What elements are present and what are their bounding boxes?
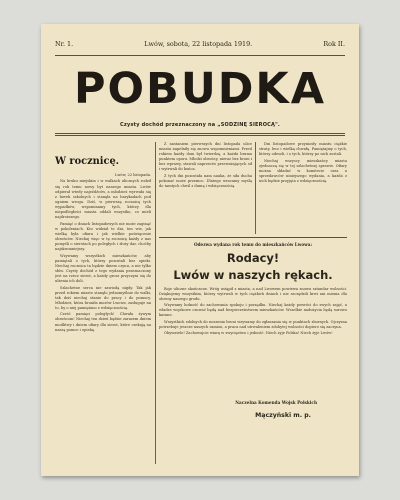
article-paragraph: Na bruku miejskim i w walkach ulicznych rodził się rok temu nowy byt naszego miasta. Lwów odpierał wtedy najeźdźców, a młodzież wyrwała się z ławek szkolnych i stanęła na barykadach pod ogniem wroga. Dziś, w pierwszą rocznicę tych wypadków, wspominamy tych, którzy dla niepodległości miasta oddali wszystko, co mieli najdroższego. <box>55 179 151 220</box>
article-headline: W rocznicę. <box>55 156 120 167</box>
article-paragraph: Pamięć o dniach listopadowych nie może zaginąć w pokoleniach. Kto widział te dni, ten wie, jak wielką była ofiara i jak wielkie poświęcenie obrońców. Niechaj więc w tę rocznicę każdy z nas pomyśli o sierotach po poległych i złoży dar, choćby najskromniejszy. <box>55 221 151 252</box>
signature-name: Mączyński m. p. <box>255 412 311 419</box>
appeal-paragraph: Obywatele! Zachowajcie wiarę w zwycięstwo i jedność. Niech żyje Polska! Niech żyje Lwów! <box>164 330 333 335</box>
masthead-info-row <box>55 40 345 48</box>
article-paragraph: Cześć pamięci poległych! Chwała żywym obrońcom! Niechaj ten dzień będzie zarazem dniem modlitwy i dniem ofiary dla sierot, które czekają na naszą pomoc i opiekę. <box>55 312 151 332</box>
appeal-title: Rodacy! <box>226 251 280 265</box>
volume-year: Rok II. <box>323 40 345 48</box>
masthead-rule-bottom-double <box>55 135 345 136</box>
appeal-heading: Odezwa wydana rok temu do mieszkańców Lwowa: <box>193 242 313 247</box>
article-paragraph: Szlachetne serca nie zawiodą nigdy. Tak jak przed rokiem miasto stanęło jednomyślnie do walki, tak dziś niechaj stanie do pracy i do pomocy. Młodzież, która broniła murów Lwowa, zasługuje na to, by o niej pamiętano z wdzięcznością. <box>55 285 151 310</box>
newspaper-subtitle: Czysty dochód przeznaczony na „SODZINĘ SIEROCĄ". <box>120 122 280 128</box>
signature-organization: Naczelna Komenda Wojsk Polskich <box>235 400 317 405</box>
column-divider <box>255 142 256 234</box>
right-paragraph: Niechaj wszyscy mieszkańcy miasta zjednoczą się w tej szlachetnej sprawie. Ofiary można składać w komitecie oraz u sprzedawców niniejszego wydania, a każda z nich będzie przyjęta z wdzięcznością. <box>259 158 347 184</box>
article-dateline: Lwów, 22 listopada. <box>114 173 151 177</box>
middle-paragraph: Z nastaniem pierwszych dni listopada ulice miasta napełniły się znowu wspomnieniami. Przed rokiem każdy dom był twierdzą, a każda brama punktem oporu. Młodzi obrońcy, nieraz bez broni i bez wprawy, stawali naprzeciw przeważających sił i wytrwali do końca. <box>159 142 252 172</box>
right-column <box>259 142 347 234</box>
article-paragraph: Wzywamy wszystkich mieszkańców, aby pamiętali o tych, którzy pozostali bez opieki. Niechaj rocznica ta będzie dniem czynu, a nie tylko słów. Czysty dochód z tego wydania przeznaczony jest na rzecz sierot, a każdy grosz przyczyni się do ulżenia ich doli. <box>55 253 151 284</box>
appeal-paragraph: Wzywamy ludność do zachowania spokoju i porządku. Niechaj każdy powróci do swych zajęć, a władze wojskowe czuwać będą nad bezpieczeństwem mieszkańców. Wszelkie nadużycia będą surowo karane. <box>159 303 347 318</box>
masthead-rule-top <box>55 55 345 56</box>
appeal-paragraph: Wszystkich zdolnych do noszenia broni wzywamy do zgłaszania się w punktach zbornych. Ojczyzna potrzebuje jeszcze naszych ramion, a praca nad utrwaleniem zdobytej wolności dopiero się zaczyna. <box>159 319 347 329</box>
article-column <box>55 142 151 464</box>
appeal-section <box>159 242 347 419</box>
appeal-rule <box>159 237 347 238</box>
newspaper-title: POBUDKA <box>73 64 327 114</box>
middle-paragraph: Z tych dni pozostała nam nauka, że siła ducha pokonać może przemoc. Dlatego wracamy myślą do tamtych chwil z dumą i wdzięcznością. <box>159 173 252 189</box>
right-paragraph: Dni listopadowe przyniosły miastu ciężkie straty, lecz i wielką chwałę. Pamiętajmy o tych, którzy odeszli, i o tych, którzy po nich zostali. <box>259 142 347 157</box>
masthead-rule-bottom <box>55 133 345 134</box>
place-date: Lwów, sobota, 22 listopada 1919. <box>144 40 253 48</box>
appeal-paragraph: Boje uliczne skończone. Wróg ustąpił z miasta, a nad Lwowem powiewa znowu sztandar wolności. Dziękujemy wszystkim, którzy wytrwali w tych ciężkich dniach i nie szczędzili krwi ani mienia dla obrony naszego grodu. <box>159 287 347 302</box>
middle-column <box>159 142 252 234</box>
issue-number: Nr. 1. <box>55 40 74 48</box>
column-divider <box>155 142 156 464</box>
newspaper-page <box>41 24 359 476</box>
appeal-body <box>159 287 347 395</box>
appeal-subtitle: Lwów w naszych rękach. <box>173 268 333 282</box>
